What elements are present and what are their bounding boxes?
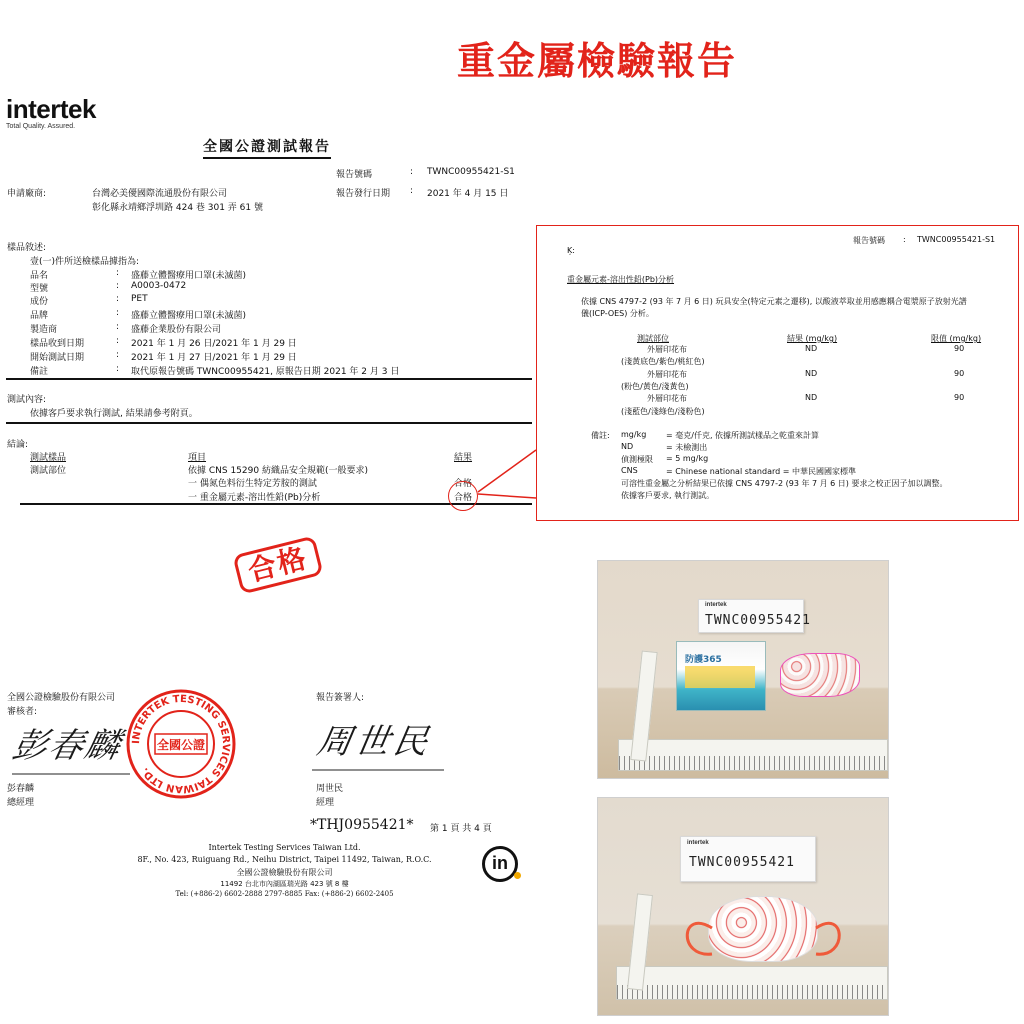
document-title: 全國公證測試報告	[203, 136, 331, 159]
issue-date-value: 2021 年 4 月 15 日	[427, 189, 509, 199]
page-indicator: 第 1 頁 共 4 頁	[430, 824, 492, 834]
note-value: = 未檢測出	[666, 443, 708, 452]
conclusion-item: 依據 CNS 15290 紡織品安全規範(一般要求)	[188, 466, 368, 476]
barcode-code: *THJ0955421*	[310, 817, 414, 833]
mask-sample	[780, 653, 860, 697]
right-signer-name: 周世民	[316, 784, 344, 794]
callout-connector	[476, 448, 538, 500]
test-content-text: 依據客戶要求執行測試, 結果請參考附頁。	[30, 409, 198, 419]
overlay-row-limit: 90	[954, 369, 965, 378]
overlay-row-limit: 90	[954, 393, 965, 402]
overlay-report-no-label: 報告號碼	[853, 236, 885, 245]
logo-dot	[514, 872, 521, 879]
overlay-row-part: 外層印花布	[647, 394, 687, 403]
field-value: 2021 年 1 月 27 日/2021 年 1 月 29 日	[131, 353, 297, 363]
conclusion-item: 一 重金屬元素-溶出性鉛(Pb)分析	[188, 493, 321, 503]
colon: :	[116, 294, 120, 304]
field-value: 2021 年 1 月 26 日/2021 年 1 月 29 日	[131, 339, 297, 349]
applicant-name: 台灣必美優國際流通股份有限公司	[92, 189, 228, 199]
overlay-row-limit: 90	[954, 344, 965, 353]
overlay-row-part: (淺藍色/淺綠色/淺粉色)	[621, 407, 705, 416]
label-brand: intertek	[705, 602, 727, 608]
footer-line: 8F., No. 423, Ruiguang Rd., Neihu District, Taipei 11492, Taiwan, R.O.C.	[137, 855, 432, 864]
left-signer-name: 彭春麟	[7, 784, 35, 794]
colon: :	[116, 364, 120, 374]
right-signature-text: 周世民	[313, 722, 435, 762]
field-value: 盛藤立體醫療用口罩(未滅菌)	[131, 271, 247, 281]
field-label: 成份	[30, 297, 49, 307]
sample-label-card	[698, 599, 811, 633]
divider	[6, 378, 532, 380]
left-signer-title: 總經理	[7, 798, 35, 808]
note-extra: 可溶性重金屬之分析結果已依據 CNS 4797-2 (93 年 7 月 6 日) 要求之校正因子加以調整。	[621, 479, 948, 488]
overlay-row-part: 外層印花布	[647, 345, 687, 354]
issue-date-label: 報告發行日期	[336, 189, 391, 199]
colon: :	[903, 235, 906, 244]
label-brand: intertek	[687, 840, 709, 846]
overlay-row-part: (淺黃底色/紫色/桃紅色)	[621, 357, 705, 366]
conclusion-result: 合格	[454, 479, 473, 489]
conclusion-result: 合格	[454, 493, 473, 503]
note-value: = Chinese national standard = 中華民國國家標準	[666, 467, 856, 476]
conclusion-item: 一 偶氮色料衍生特定芳胺的測試	[188, 479, 317, 489]
overlay-row-result: ND	[805, 369, 818, 378]
note-key: mg/kg	[621, 430, 647, 439]
field-label: 品牌	[30, 311, 49, 321]
overlay-row-result: ND	[805, 393, 818, 402]
field-value: 盛藤立體醫療用口罩(未滅菌)	[131, 311, 247, 321]
heavy-metal-detail-box	[536, 225, 1019, 521]
field-value: 取代原報告號碼 TWNC00955421, 原報告日期 2021 年 2 月 3 日	[131, 367, 400, 377]
test-content-label: 測試內容:	[7, 395, 47, 405]
label-code: TWNC00955421	[705, 613, 811, 628]
overlay-row-part: 外層印花布	[647, 370, 687, 379]
note-key: 偵測極限	[621, 455, 653, 464]
sample-photo-box	[597, 560, 889, 779]
note-value: = 毫克/仟克, 依據所測試樣品之乾重來計算	[666, 431, 820, 440]
footer-line: Tel: (+886-2) 6602-2888 2797-8885 Fax: (+886-2) 6602-2405	[175, 890, 394, 898]
overlay-method: 儀(ICP-OES) 分析。	[581, 309, 654, 318]
overlay-col-part: 測試部位	[637, 334, 669, 343]
seal-center-text: 全國公證	[156, 738, 206, 752]
conclusion-label: 結論:	[7, 440, 29, 450]
ear-loops	[676, 898, 846, 968]
colon: :	[116, 322, 120, 332]
banner-title: 重金屬檢驗報告	[456, 39, 737, 83]
footer-line: 全國公證檢驗股份有限公司	[236, 868, 333, 877]
mask-box	[676, 641, 766, 711]
reviewer-label: 審核者:	[7, 707, 38, 717]
box-text: 防護365	[685, 655, 722, 665]
overlay-col-result: 結果 (mg/kg)	[787, 334, 838, 343]
right-signer-title: 經理	[316, 798, 335, 808]
company-name: 全國公證檢驗股份有限公司	[7, 693, 116, 703]
field-label: 樣品收到日期	[30, 339, 85, 349]
field-label: 型號	[30, 284, 49, 294]
overlay-row-result: ND	[805, 344, 818, 353]
footer-line: Intertek Testing Services Taiwan Ltd.	[208, 843, 361, 852]
seal-ring-text: INTERTEK TESTING SERVICES TAIWAN LTD.	[130, 693, 232, 795]
intertek-logo	[6, 94, 96, 130]
field-value: 盛藤企業股份有限公司	[131, 325, 222, 335]
logo-brand: intertek	[6, 94, 96, 124]
colon: :	[116, 350, 120, 360]
field-value: PET	[131, 294, 148, 304]
overlay-report-no-value: TWNC00955421-S1	[917, 235, 996, 244]
sample-desc-label: 樣品敘述:	[7, 243, 47, 253]
applicant-label: 申請廠商:	[7, 189, 47, 199]
box-banner	[685, 666, 755, 688]
note-key: CNS	[621, 466, 638, 475]
field-label: 製造商	[30, 325, 58, 335]
sample-label-card	[680, 836, 816, 882]
colon: :	[116, 281, 120, 291]
sample-part: 測試部位	[30, 466, 67, 476]
note-extra: 依據客戶要求, 執行測試。	[621, 491, 715, 500]
left-signature-text: 彭春麟	[9, 726, 126, 766]
footer-line: 11492 台北市內湖區瑞光路 423 號 8 樓	[220, 880, 349, 888]
colon: :	[410, 186, 414, 196]
overlay-section-title: 重金屬元素-溶出性鉛(Pb)分析	[567, 275, 675, 284]
report-no-label: 報告號碼	[336, 170, 373, 180]
col-sample-header: 測試樣品	[30, 453, 67, 463]
colon: :	[116, 336, 120, 346]
field-label: 開始測試日期	[30, 353, 85, 363]
intertek-in-logo: in	[482, 846, 518, 882]
highlight-circle	[448, 481, 478, 511]
report-no-value: TWNC00955421-S1	[427, 167, 515, 177]
colon: :	[116, 308, 120, 318]
col-item-header: 項目	[188, 453, 207, 463]
sample-intro: 壹(一)件所送檢樣品據指為:	[30, 257, 140, 267]
field-label: 品名	[30, 271, 49, 281]
overlay-notes-label: 備註:	[591, 431, 610, 440]
colon: :	[410, 167, 414, 177]
note-key: ND	[621, 442, 634, 451]
colon: :	[116, 268, 120, 278]
overlay-method: 依據 CNS 4797-2 (93 年 7 月 6 日) 玩具安全(特定元素之遷移), 以酸液萃取並用感應耦合電漿原子放射光譜	[581, 297, 967, 306]
signer-label: 報告簽署人:	[316, 693, 365, 703]
overlay-row-part: (粉色/黃色/淺黃色)	[621, 382, 689, 391]
applicant-address: 彰化縣永靖鄉浮圳路 424 巷 301 弄 61 號	[92, 203, 263, 213]
overlay-cut-label: Ķ:	[567, 246, 575, 255]
pass-stamp: 合格	[232, 535, 323, 594]
divider	[6, 422, 532, 424]
field-value: A0003-0472	[131, 281, 187, 291]
logo-tagline: Total Quality. Assured.	[6, 123, 76, 130]
measuring-ruler	[616, 966, 888, 1000]
sample-photo-mask	[597, 797, 889, 1016]
company-seal	[125, 688, 237, 800]
overlay-col-limit: 限值 (mg/kg)	[931, 334, 982, 343]
label-code: TWNC00955421	[689, 855, 795, 870]
measuring-ruler	[618, 739, 888, 771]
field-label: 備註	[30, 367, 49, 377]
col-result-header: 結果	[454, 453, 473, 463]
note-value: = 5 mg/kg	[666, 454, 709, 463]
